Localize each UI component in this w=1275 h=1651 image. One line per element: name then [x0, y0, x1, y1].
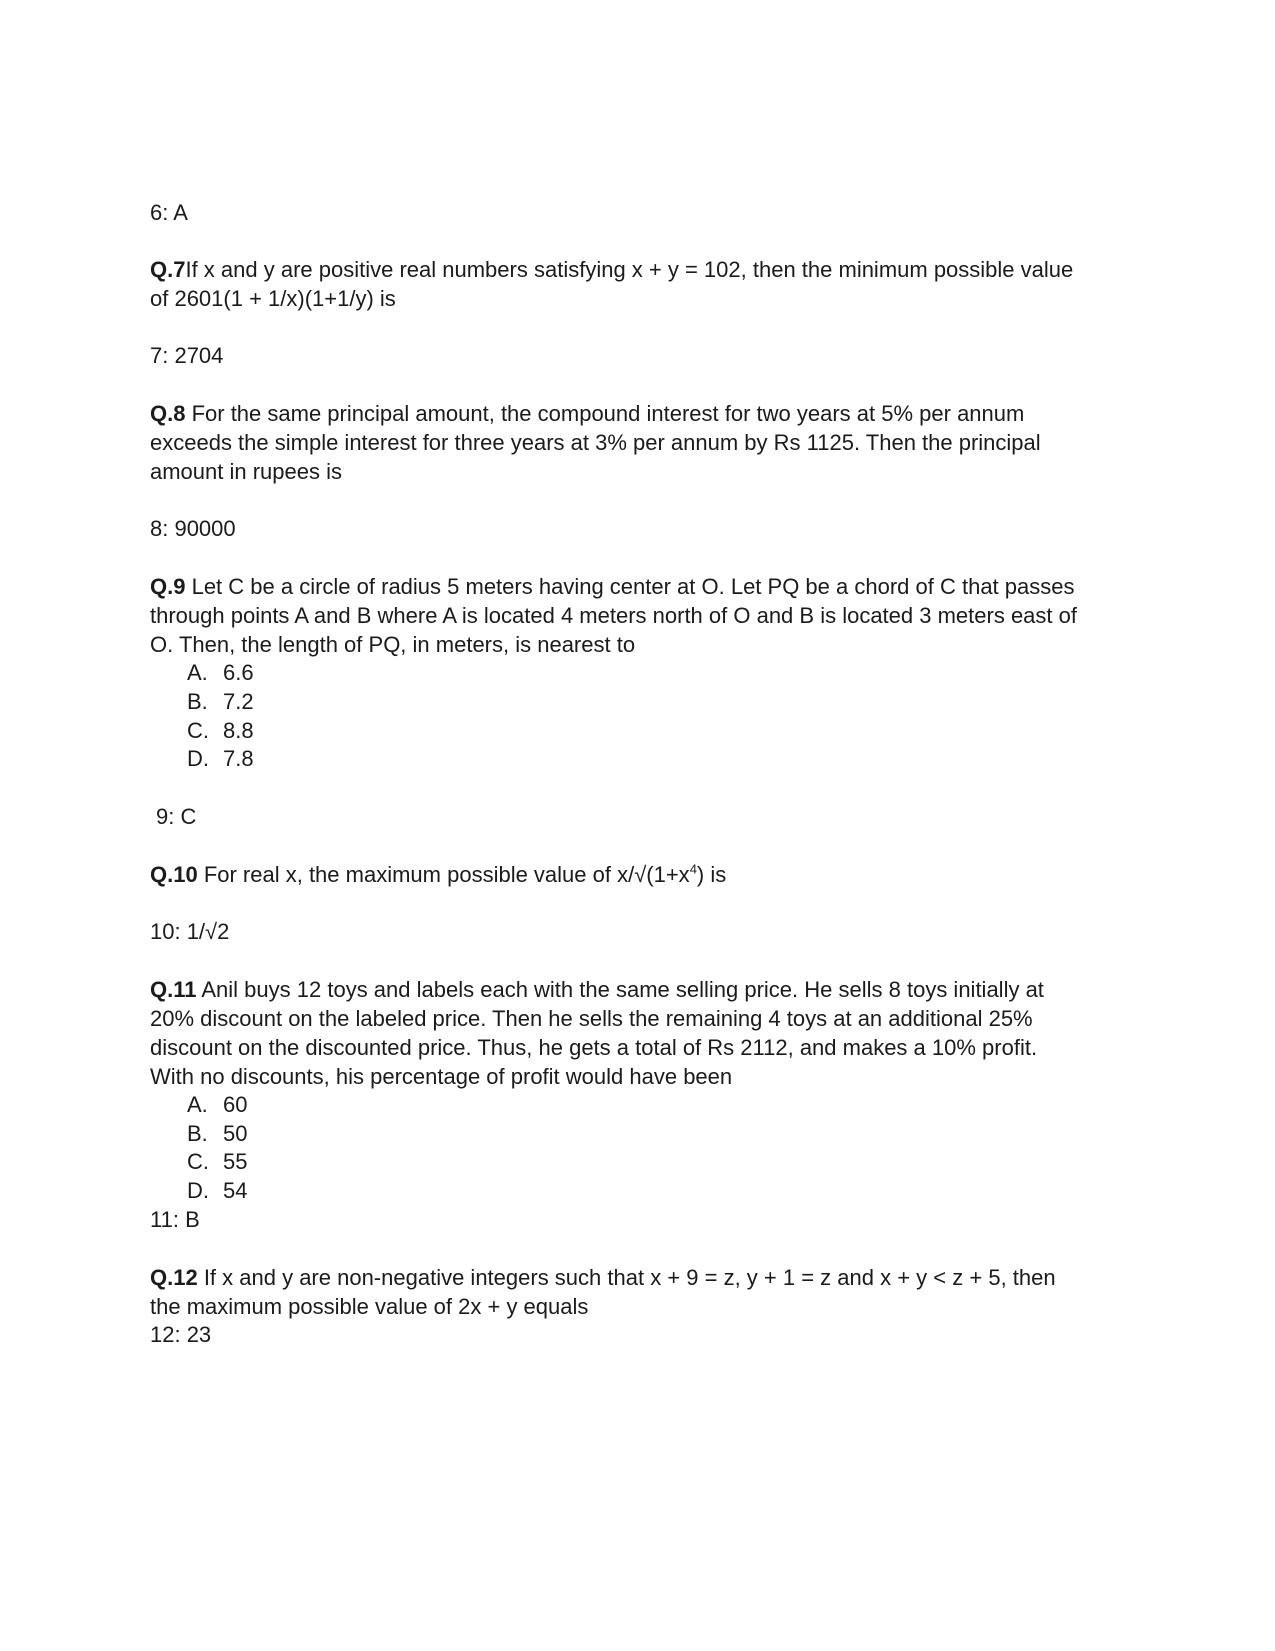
question-8-line-1 [150, 399, 1024, 429]
option-letter: C. [187, 1149, 209, 1174]
option-letter: D. [187, 746, 209, 771]
question-12-line-1 [150, 1263, 1056, 1293]
question-10-text-end: ) is [696, 862, 727, 887]
question-7-number: Q.7 [150, 257, 186, 282]
question-9-line-1 [150, 572, 1074, 602]
question-10-text: For real x, the maximum possible value of x/√(1+x [197, 862, 690, 887]
option-letter: A. [187, 1092, 208, 1117]
question-12-text: If x and y are non-negative integers such that x + 9 = z, y + 1 = z and x + y < z + 5, then [197, 1265, 1056, 1290]
answer-9: 9: C [156, 804, 197, 829]
question-8-line-3: amount in rupees is [150, 459, 342, 484]
question-11-option-b [187, 1119, 247, 1149]
option-text: 60 [223, 1092, 248, 1117]
option-text: 7.2 [223, 689, 254, 714]
question-12-line-2: the maximum possible value of 2x + y equals [150, 1294, 589, 1319]
question-11-line-3: discount on the discounted price. Thus, he gets a total of Rs 2112, and makes a 10% profit. [150, 1035, 1038, 1060]
answer-12: 12: 23 [150, 1322, 212, 1347]
question-12-number: Q.12 [150, 1265, 198, 1290]
question-10-number: Q.10 [150, 862, 198, 887]
option-text: 8.8 [223, 718, 254, 743]
option-text: 55 [223, 1149, 248, 1174]
question-9-line-3: O. Then, the length of PQ, in meters, is nearest to [150, 632, 636, 657]
option-letter: D. [187, 1178, 209, 1203]
option-text: 50 [223, 1121, 248, 1146]
question-11-line-4: With no discounts, his percentage of profit would have been [150, 1064, 733, 1089]
question-11-line-1 [150, 975, 1044, 1005]
question-11-option-c [187, 1147, 247, 1177]
question-9-text: Let C be a circle of radius 5 meters having center at O. Let PQ be a chord of C that passes [185, 574, 1075, 599]
question-11-option-d [187, 1176, 247, 1206]
answer-7: 7: 2704 [150, 343, 224, 368]
question-11-text: Anil buys 12 toys and labels each with the same selling price. He sells 8 toys initially at [196, 977, 1044, 1002]
question-11-number: Q.11 [150, 977, 197, 1002]
answer-11: 11: B [150, 1207, 200, 1232]
question-8-text: For the same principal amount, the compound interest for two years at 5% per annum [185, 401, 1025, 426]
question-9-number: Q.9 [150, 574, 186, 599]
question-10-superscript: 4 [689, 861, 697, 877]
question-9-option-a [187, 658, 254, 688]
option-letter: C. [187, 718, 209, 743]
question-10-line-1 [150, 860, 726, 890]
option-text: 7.8 [223, 746, 254, 771]
question-11-option-a [187, 1090, 247, 1120]
answer-6: 6: A [150, 200, 188, 225]
answer-10: 10: 1/√2 [150, 919, 230, 944]
question-7-line-2: of 2601(1 + 1/x)(1+1/y) is [150, 286, 396, 311]
question-9-option-d [187, 744, 254, 774]
question-9-option-b [187, 687, 254, 717]
question-9-option-c [187, 716, 254, 746]
question-7-line-1 [150, 255, 1073, 285]
option-letter: A. [187, 660, 208, 685]
question-8-number: Q.8 [150, 401, 186, 426]
option-text: 6.6 [223, 660, 254, 685]
answer-8: 8: 90000 [150, 516, 236, 541]
question-8-line-2: exceeds the simple interest for three years at 3% per annum by Rs 1125. Then the principal [150, 430, 1041, 455]
question-11-line-2: 20% discount on the labeled price. Then he sells the remaining 4 toys at an additional 25% [150, 1006, 1033, 1031]
question-9-line-2: through points A and B where A is located 4 meters north of O and B is located 3 meters east of [150, 603, 1077, 628]
option-text: 54 [223, 1178, 248, 1203]
option-letter: B. [187, 689, 208, 714]
option-letter: B. [187, 1121, 208, 1146]
question-7-text: If x and y are positive real numbers satisfying x + y = 102, then the minimum possible value [185, 257, 1074, 282]
